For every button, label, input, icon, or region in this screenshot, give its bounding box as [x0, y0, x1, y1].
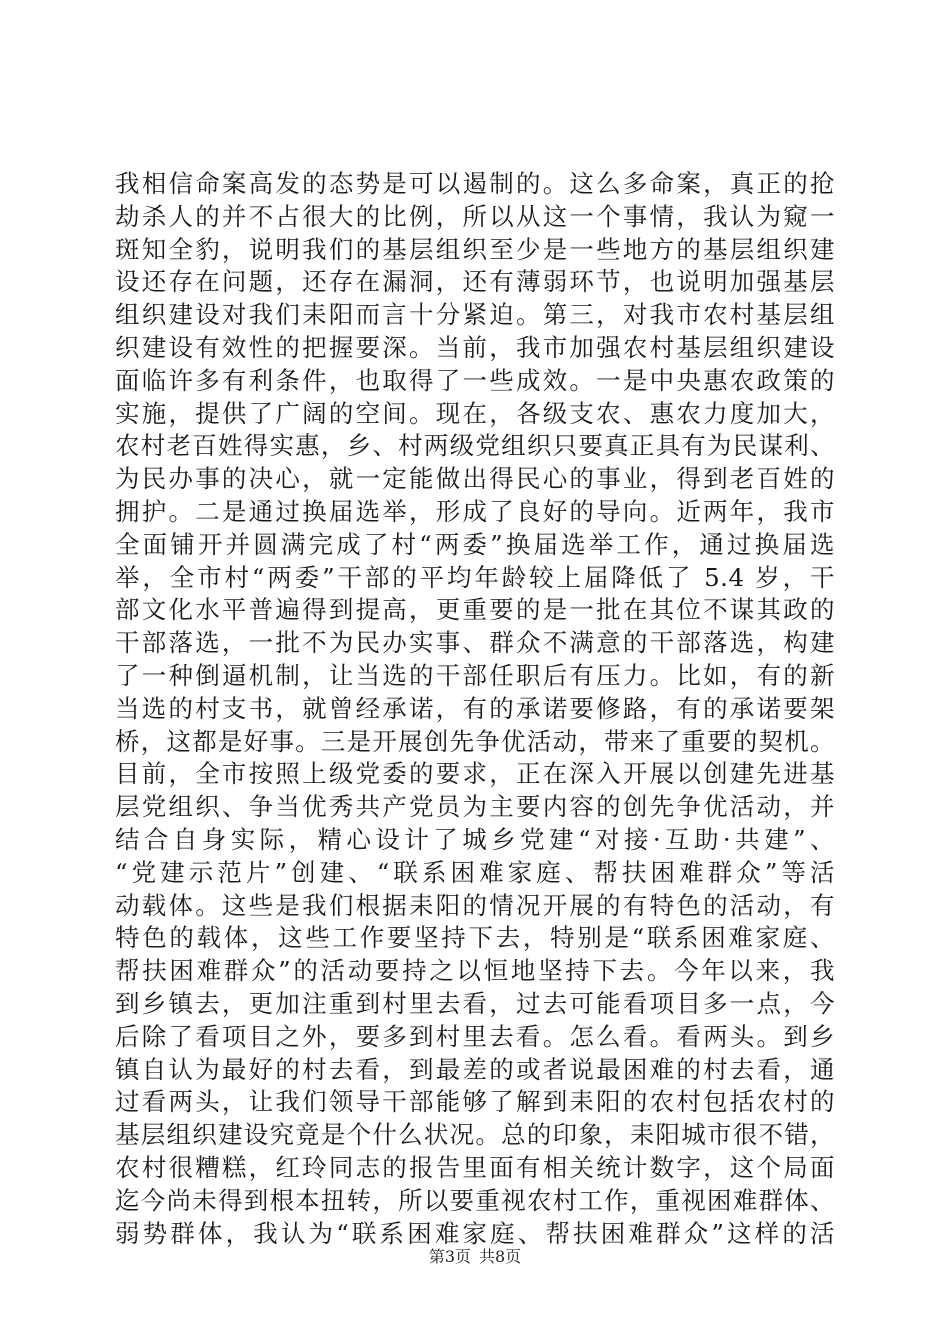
text-line: 层党组织、争当优秀共产党员为主要内容的创先争优活动，并 [115, 792, 835, 822]
text-line: 目前，全市按照上级党委的要求，正在深入开展以创建先进基 [115, 759, 835, 789]
text-line: 过看两头，让我们领导干部能够了解到耒阳的农村包括农村的 [115, 1087, 835, 1117]
text-line: 镇自认为最好的村去看，到最差的或者说最困难的村去看，通 [115, 1054, 835, 1084]
text-line: 干部落选，一批不为民办实事、群众不满意的干部落选，构建 [115, 628, 835, 658]
text-line: 组织建设对我们耒阳而言十分紧迫。第三，对我市农村基层组 [115, 300, 835, 330]
text-line: 了一种倒逼机制，让当选的干部任职后有压力。比如，有的新 [115, 660, 835, 690]
text-line: 到乡镇去，更加注重到村里去看，过去可能看项目多一点，今 [115, 988, 835, 1018]
text-line: 织建设有效性的把握要深。当前，我市加强农村基层组织建设 [115, 332, 835, 362]
text-line: 迄今尚未得到根本扭转，所以要重视农村工作，重视困难群体、 [115, 1185, 835, 1215]
text-line: 基层组织建设究竟是个什么状况。总的印象，耒阳城市很不错， [115, 1120, 835, 1150]
text-line: 拥护。二是通过换届选举，形成了良好的导向。近两年，我市 [115, 496, 835, 526]
text-line: 桥，这都是好事。三是开展创先争优活动，带来了重要的契机。 [115, 726, 835, 756]
text-line: 后除了看项目之外，要多到村里去看。怎么看。看两头。到乡 [115, 1021, 835, 1051]
text-line: 农村老百姓得实惠，乡、村两级党组织只要真正具有为民谋利、 [115, 431, 835, 461]
text-line: 帮扶困难群众”的活动要持之以恒地坚持下去。今年以来，我 [115, 956, 835, 986]
text-line: 设还存在问题，还存在漏洞，还有薄弱环节，也说明加强基层 [115, 267, 835, 297]
text-line: 部文化水平普遍得到提高，更重要的是一批在其位不谋其政的 [115, 595, 835, 625]
text-line: 动载体。这些是我们根据耒阳的情况开展的有特色的活动，有 [115, 890, 835, 920]
text-line: 当选的村支书，就曾经承诺，有的承诺要修路，有的承诺要架 [115, 693, 835, 723]
page-total: 共8页 [479, 1247, 522, 1266]
text-line: 面临许多有利条件，也取得了一些成效。一是中央惠农政策的 [115, 365, 835, 395]
page-footer [0, 1247, 950, 1267]
text-line: 全面铺开并圆满完成了村“两委”换届选举工作，通过换届选 [115, 529, 835, 559]
text-line: 结合自身实际，精心设计了城乡党建“对接·互助·共建”、 [115, 824, 835, 854]
text-line: 弱势群体，我认为“联系困难家庭、帮扶困难群众”这样的活 [115, 1218, 835, 1248]
text-line: 劫杀人的并不占很大的比例，所以从这一个事情，我认为窥一 [115, 201, 835, 231]
page-number: 第3页 [428, 1247, 471, 1266]
text-line: 斑知全豹，说明我们的基层组织至少是一些地方的基层组织建 [115, 234, 835, 264]
text-line: 特色的载体，这些工作要坚持下去，特别是“联系困难家庭、 [115, 923, 835, 953]
text-line: 我相信命案高发的态势是可以遏制的。这么多命案，真正的抢 [115, 169, 835, 198]
text-line: 为民办事的决心，就一定能做出得民心的事业，得到老百姓的 [115, 464, 835, 494]
text-line: “党建示范片”创建、“联系困难家庭、帮扶困难群众”等活 [115, 857, 835, 887]
text-line: 举，全市村“两委”干部的平均年龄较上届降低了 5.4 岁，干 [115, 562, 835, 592]
body-text [115, 168, 835, 1250]
text-line: 实施，提供了广阔的空间。现在，各级支农、惠农力度加大， [115, 398, 835, 428]
text-line: 农村很糟糕，红玲同志的报告里面有相关统计数字，这个局面 [115, 1152, 835, 1182]
